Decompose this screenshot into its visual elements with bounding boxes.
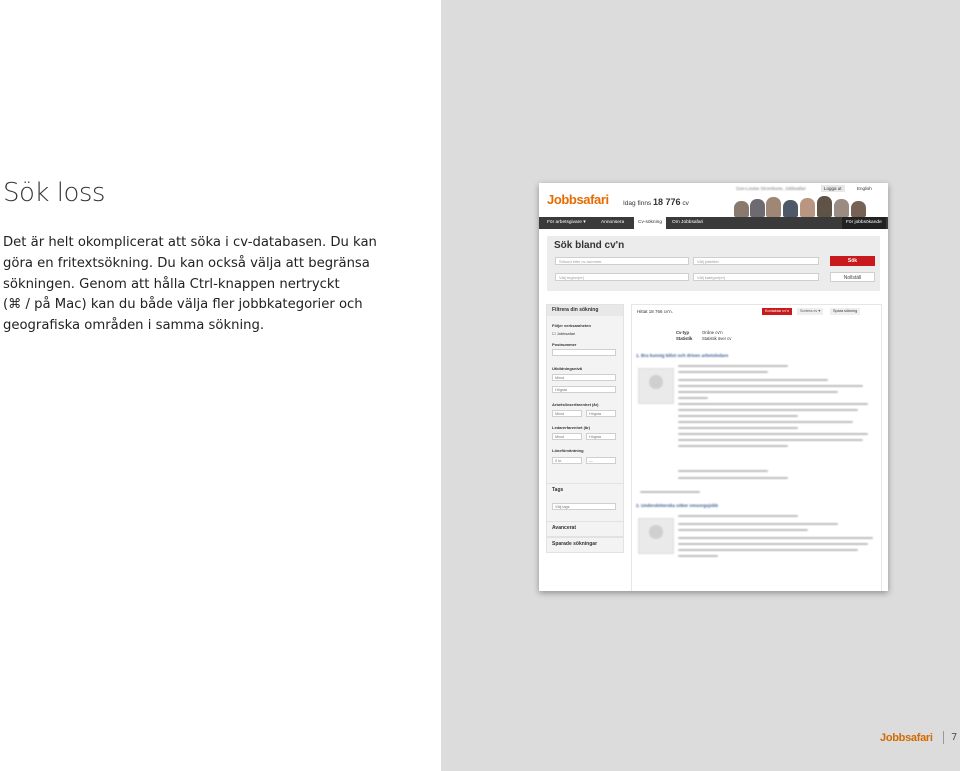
search-title: Sök bland cv'n <box>554 240 625 251</box>
site-logo[interactable]: Jobbsafari <box>547 192 609 207</box>
cv-type-value: Online cv'n <box>702 330 723 335</box>
save-search-tab[interactable]: Spara sökning <box>830 308 860 315</box>
education-min-select[interactable]: Minst <box>552 374 616 381</box>
result-2-title[interactable]: 2. Undersköterska söker omsorgsjobb <box>636 503 719 508</box>
body-paragraph <box>3 233 377 337</box>
cv-count <box>623 197 689 207</box>
postal-label: Postnummer <box>552 342 577 347</box>
text-line <box>678 555 718 557</box>
result-1-avatar <box>638 368 674 404</box>
text-line <box>678 537 873 539</box>
website-screenshot <box>539 183 888 591</box>
education-label: Utbildningsnivå <box>552 366 582 371</box>
header-people-image <box>734 191 874 217</box>
followed-option-text[interactable]: Jobbsafari <box>556 331 576 336</box>
nav-employers[interactable]: För arbetsgivare ▾ <box>547 220 586 225</box>
page-number: 7 <box>951 732 958 743</box>
footer-logo: Jobbsafari <box>880 732 933 744</box>
text-line <box>678 379 828 381</box>
saved-searches-panel[interactable] <box>546 537 624 553</box>
result-1-title[interactable]: 1. Bra kunnig bilist och driven arbetsledare <box>636 353 729 358</box>
filter-panel <box>546 304 624 486</box>
logout-button[interactable]: Logga ut <box>821 185 845 192</box>
site-nav <box>539 217 888 229</box>
tags-title: Tags <box>552 487 564 493</box>
salary-min-select[interactable]: 0 kr. <box>552 457 582 464</box>
reset-button[interactable]: Nollställ <box>830 272 875 282</box>
hits-count: Hittat 18 766 cv'n. <box>637 309 673 314</box>
cv-count-value: 18 776 <box>653 197 681 207</box>
text-line <box>678 385 863 387</box>
text-line <box>678 470 768 472</box>
page-title: Sök loss <box>3 178 105 208</box>
leader-min-input[interactable]: Minst <box>552 433 582 440</box>
text-line <box>678 477 788 479</box>
text-line <box>678 433 868 435</box>
cv-count-suffix: cv <box>682 200 689 207</box>
text-line <box>678 391 838 393</box>
stats-value: Statistik över cv <box>702 336 732 341</box>
followed-option: ☐ Jobbsafari <box>552 331 576 336</box>
experience-max-input[interactable]: Högsta <box>586 410 616 417</box>
body-line-1: Det är helt okomplicerat att söka i cv-databasen. Du kan <box>3 235 377 250</box>
contacted-tab[interactable]: Kontaktar cv'n <box>762 308 792 315</box>
nav-cv-search[interactable]: Cv-sökning <box>634 217 666 229</box>
result-2-avatar <box>638 518 674 554</box>
results-panel <box>631 304 882 591</box>
text-line <box>640 491 700 493</box>
text-line <box>678 427 798 429</box>
advanced-panel[interactable] <box>546 521 624 537</box>
education-max-select[interactable]: Högsta <box>552 386 616 393</box>
category-input[interactable]: Välj kategori(er) <box>693 273 819 281</box>
experience-label: Arbetslivserfarenhet (år) <box>552 402 599 407</box>
body-line-4: (⌘ / på Mac) kan du både välja fler jobbkategorier och <box>3 297 363 313</box>
text-line <box>678 523 838 525</box>
logged-in-user: Gun-Louise Strombone, Jobbsafari <box>736 186 806 191</box>
nav-jobseekers[interactable]: För jobbsökande <box>842 217 886 229</box>
text-line <box>678 403 868 405</box>
text-line <box>678 543 868 545</box>
sort-tab[interactable]: Sortera cv ▾ <box>797 308 823 315</box>
nav-about[interactable]: Om Jobbsafari <box>672 220 704 225</box>
nav-advertise[interactable]: Annonsera <box>601 220 625 225</box>
tags-panel <box>546 483 624 523</box>
text-line <box>678 415 798 417</box>
text-line <box>678 397 708 399</box>
text-line <box>678 549 858 551</box>
text-line <box>678 515 798 517</box>
leader-max-input[interactable]: Högsta <box>586 433 616 440</box>
text-line <box>678 409 858 411</box>
text-line <box>678 365 788 367</box>
salary-max-select[interactable]: — <box>586 457 616 464</box>
cv-count-prefix: Idag finns <box>623 200 652 207</box>
body-line-2: göra en fritextsökning. Du kan också välja att begränsa <box>3 255 370 271</box>
job-title-input[interactable]: Välj jobbtitel <box>693 257 819 265</box>
text-line <box>678 445 788 447</box>
postal-input[interactable] <box>552 349 616 356</box>
region-input[interactable]: Välj region(er) <box>555 273 689 281</box>
search-panel <box>547 236 880 291</box>
text-line <box>678 529 808 531</box>
followed-label: Följer verksamheten <box>552 323 591 328</box>
text-line <box>678 371 768 373</box>
filter-title: Filtrera din sökning <box>547 305 623 316</box>
advanced-title: Avancerat <box>552 525 576 531</box>
search-button[interactable]: Sök <box>830 256 875 266</box>
salary-label: Löneförväntning <box>552 448 584 453</box>
experience-min-input[interactable]: Minst <box>552 410 582 417</box>
body-line-3: sökningen. Genom att hålla Ctrl-knappen nertryckt <box>3 276 340 292</box>
body-line-5: geografiska områden i samma sökning. <box>3 318 265 334</box>
leader-label: Ledarerfarenhet (år) <box>552 425 591 430</box>
language-link[interactable]: English <box>857 186 872 191</box>
stats-label: Statistik <box>676 336 693 341</box>
site-header <box>539 183 888 218</box>
keyword-input[interactable]: Sökord eller cv-nummer <box>555 257 689 265</box>
saved-searches-title: Sparade sökningar <box>552 541 598 547</box>
text-line <box>678 421 853 423</box>
tags-input[interactable]: Välj tags <box>552 503 616 510</box>
cv-type-label: Cv-typ <box>676 330 690 335</box>
text-line <box>678 439 863 441</box>
footer-separator <box>943 731 944 744</box>
